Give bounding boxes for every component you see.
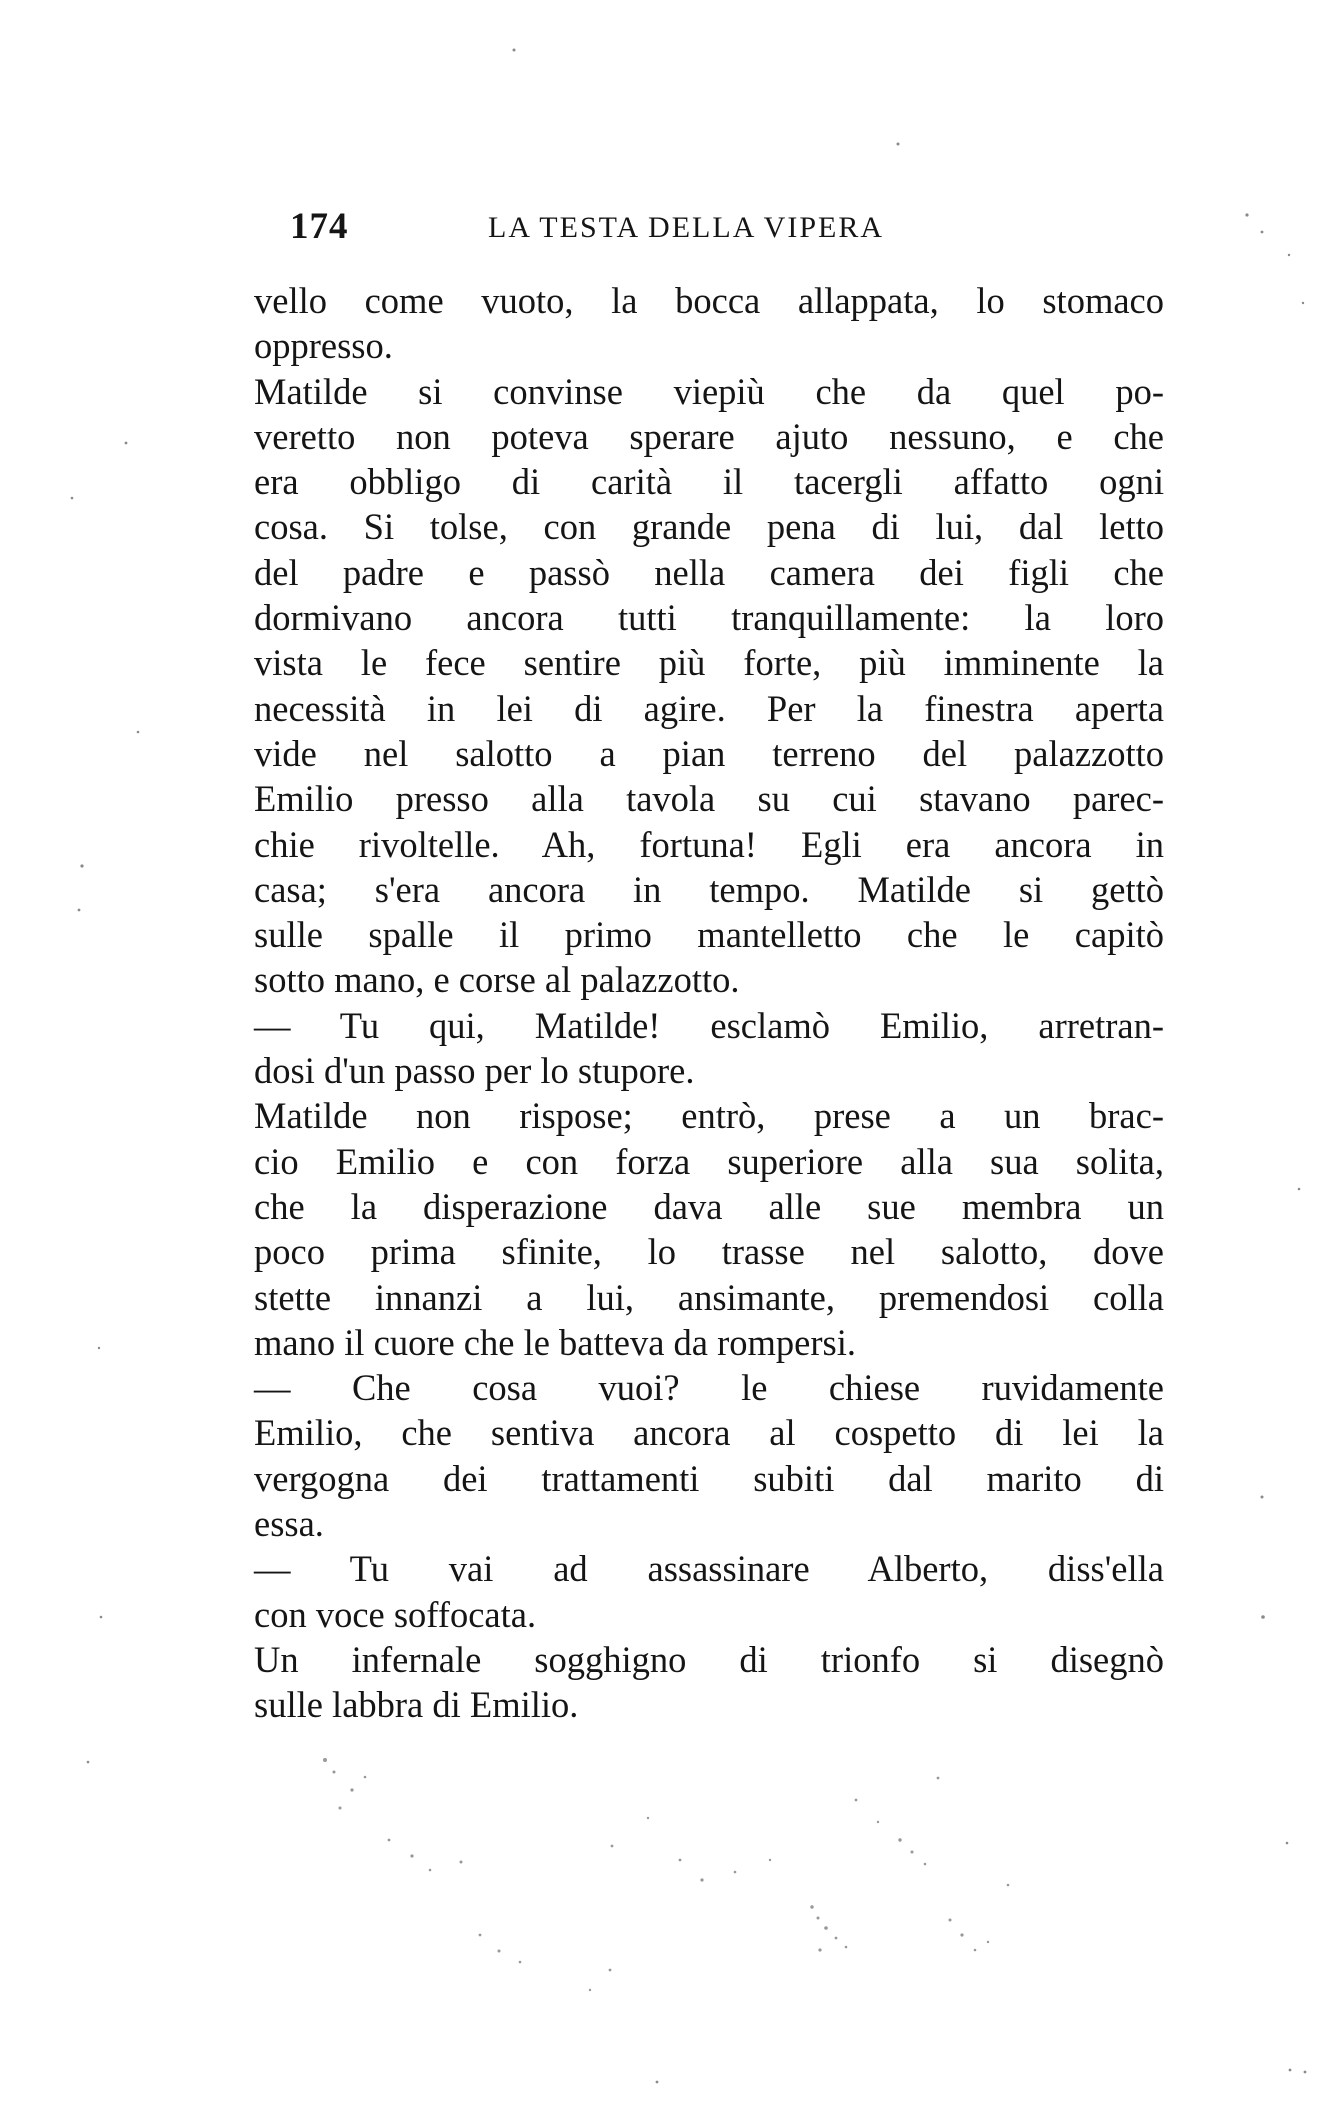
text-line: vide nel salotto a pian terreno del palazzotto [254,732,1164,774]
text-line: Matilde non rispose; entrò, prese a un brac- [254,1095,1164,1137]
text-line: del padre e passò nella camera dei figli che [254,551,1164,593]
text-line: essa. [254,1503,324,1545]
text-line: vista le fece sentire più forte, più imminente la [254,642,1164,684]
text-line: chie rivoltelle. Ah, fortuna! Egli era ancora in [254,823,1164,865]
text-line: cosa. Si tolse, con grande pena di lui, dal letto [254,506,1164,548]
text-line: — Tu vai ad assassinare Alberto, diss'ella [254,1548,1164,1590]
text-line: vello come vuoto, la bocca allappata, lo stomaco [254,280,1164,321]
text-line: cio Emilio e con forza superiore alla sua solita, [254,1140,1164,1182]
text-line: Un infernale sogghigno di trionfo si disegnò [254,1638,1164,1680]
running-title: LA TESTA DELLA VIPERA [488,211,885,244]
text-line: mano il cuore che le batteva da rompersi. [254,1321,857,1363]
text-line: con voce soffocata. [254,1593,537,1635]
text-line: Emilio presso alla tavola su cui stavano parec- [254,778,1164,820]
text-line: — Tu qui, Matilde! esclamò Emilio, arretran- [254,1004,1164,1046]
text-line: stette innanzi a lui, ansimante, premendosi colla [254,1276,1164,1318]
page-header [254,205,1184,255]
text-line: veretto non poteva sperare ajuto nessuno, e che [254,415,1164,457]
text-line: che la disperazione dava alle sue membra un [254,1185,1164,1227]
text-line: oppresso. [254,325,393,367]
body-text [254,278,1164,1728]
text-line: vergogna dei trattamenti subiti dal marito di [254,1457,1164,1499]
page-number: 174 [290,206,349,247]
text-line: — Che cosa vuoi? le chiese ruvidamente [254,1367,1164,1409]
text-line: sotto mano, e corse al palazzotto. [254,959,740,1001]
text-line: dosi d'un passo per lo stupore. [254,1050,695,1092]
text-line: poco prima sfinite, lo trasse nel salotto, dove [254,1231,1164,1273]
text-line: Matilde si convinse viepiù che da quel po- [254,370,1164,412]
text-line: sulle spalle il primo mantelletto che le capitò [254,914,1164,956]
text-line: era obbligo di carità il tacergli affatto ogni [254,461,1164,503]
text-line: necessità in lei di agire. Per la finestra aperta [254,687,1164,729]
text-line: Emilio, che sentiva ancora al cospetto di lei la [254,1412,1164,1454]
text-line: casa; s'era ancora in tempo. Matilde si gettò [254,868,1164,910]
text-line: dormivano ancora tutti tranquillamente: la loro [254,597,1164,639]
text-line: sulle labbra di Emilio. [254,1684,579,1726]
